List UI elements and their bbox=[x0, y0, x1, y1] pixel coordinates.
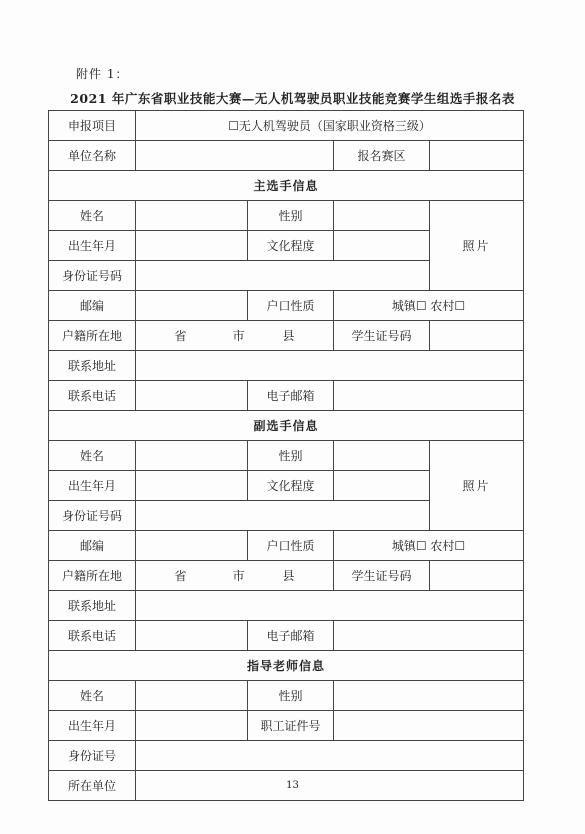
main-postcode-field[interactable] bbox=[136, 291, 248, 321]
main-row-phone bbox=[49, 381, 524, 411]
city-text: 市 bbox=[232, 329, 245, 343]
main-hukou-type-options[interactable]: 城镇☐ 农村☐ bbox=[334, 291, 524, 321]
main-name-field[interactable] bbox=[136, 201, 248, 231]
apply-item-row bbox=[49, 111, 524, 141]
unit-row bbox=[49, 141, 524, 171]
main-student-no-label: 学生证号码 bbox=[334, 321, 430, 351]
teacher-row-birth bbox=[49, 711, 524, 741]
main-row-hukou-place bbox=[49, 321, 524, 351]
deputy-gender-label: 性别 bbox=[248, 441, 334, 471]
teacher-id-field[interactable] bbox=[136, 741, 524, 771]
teacher-work-id-label: 职工证件号 bbox=[248, 711, 334, 741]
deputy-gender-field[interactable] bbox=[334, 441, 430, 471]
main-phone-label: 联系电话 bbox=[49, 381, 136, 411]
region-field[interactable] bbox=[430, 141, 524, 171]
deputy-name-label: 姓名 bbox=[49, 441, 136, 471]
deputy-postcode-field[interactable] bbox=[136, 531, 248, 561]
unit-label: 单位名称 bbox=[49, 141, 136, 171]
deputy-email-field[interactable] bbox=[334, 621, 524, 651]
deputy-row-postcode bbox=[49, 531, 524, 561]
main-hukou-place-field[interactable] bbox=[136, 321, 334, 351]
main-phone-field[interactable] bbox=[136, 381, 248, 411]
main-birth-field[interactable] bbox=[136, 231, 248, 261]
teacher-gender-field[interactable] bbox=[334, 681, 524, 711]
deputy-address-field[interactable] bbox=[136, 591, 524, 621]
main-address-label: 联系地址 bbox=[49, 351, 136, 381]
teacher-section-header: 指导老师信息 bbox=[49, 651, 524, 681]
main-row-postcode bbox=[49, 291, 524, 321]
teacher-unit-label: 所在单位 bbox=[49, 771, 136, 801]
main-name-label: 姓名 bbox=[49, 201, 136, 231]
city-text: 市 bbox=[232, 569, 245, 583]
apply-item-checkbox[interactable]: ☐无人机驾驶员（国家职业资格三级） bbox=[136, 111, 524, 141]
deputy-education-label: 文化程度 bbox=[248, 471, 334, 501]
main-id-label: 身份证号码 bbox=[49, 261, 136, 291]
deputy-phone-label: 联系电话 bbox=[49, 621, 136, 651]
main-hukou-type-label: 户口性质 bbox=[248, 291, 334, 321]
county-text: 县 bbox=[282, 569, 295, 583]
main-postcode-label: 邮编 bbox=[49, 291, 136, 321]
deputy-birth-field[interactable] bbox=[136, 471, 248, 501]
deputy-postcode-label: 邮编 bbox=[49, 531, 136, 561]
main-photo-box[interactable]: 照片 bbox=[430, 201, 524, 291]
page-number: 13 bbox=[286, 780, 299, 791]
deputy-row-phone bbox=[49, 621, 524, 651]
teacher-gender-label: 性别 bbox=[248, 681, 334, 711]
region-label: 报名赛区 bbox=[334, 141, 430, 171]
deputy-address-label: 联系地址 bbox=[49, 591, 136, 621]
deputy-id-label: 身份证号码 bbox=[49, 501, 136, 531]
teacher-row-id bbox=[49, 741, 524, 771]
apply-item-label: 申报项目 bbox=[49, 111, 136, 141]
deputy-id-field[interactable] bbox=[136, 501, 430, 531]
province-text: 省 bbox=[174, 569, 187, 583]
main-section-header: 主选手信息 bbox=[49, 171, 524, 201]
main-student-no-field[interactable] bbox=[430, 321, 524, 351]
main-address-field[interactable] bbox=[136, 351, 524, 381]
teacher-row-name bbox=[49, 681, 524, 711]
main-id-field[interactable] bbox=[136, 261, 430, 291]
deputy-row-name bbox=[49, 441, 524, 471]
unit-field[interactable] bbox=[136, 141, 334, 171]
province-text: 省 bbox=[174, 329, 187, 343]
deputy-student-no-label: 学生证号码 bbox=[334, 561, 430, 591]
teacher-id-label: 身份证号 bbox=[49, 741, 136, 771]
deputy-hukou-place-label: 户籍所在地 bbox=[49, 561, 136, 591]
attachment-label: 附件 1： bbox=[76, 67, 129, 81]
deputy-student-no-field[interactable] bbox=[430, 561, 524, 591]
deputy-education-field[interactable] bbox=[334, 471, 430, 501]
teacher-birth-field[interactable] bbox=[136, 711, 248, 741]
main-hukou-place-label: 户籍所在地 bbox=[49, 321, 136, 351]
main-email-field[interactable] bbox=[334, 381, 524, 411]
main-row-address bbox=[49, 351, 524, 381]
deputy-hukou-place-field[interactable] bbox=[136, 561, 334, 591]
teacher-name-label: 姓名 bbox=[49, 681, 136, 711]
deputy-phone-field[interactable] bbox=[136, 621, 248, 651]
main-gender-field[interactable] bbox=[334, 201, 430, 231]
deputy-row-address bbox=[49, 591, 524, 621]
registration-form-table bbox=[48, 110, 524, 801]
deputy-email-label: 电子邮箱 bbox=[248, 621, 334, 651]
deputy-name-field[interactable] bbox=[136, 441, 248, 471]
teacher-work-id-field[interactable] bbox=[334, 711, 524, 741]
main-email-label: 电子邮箱 bbox=[248, 381, 334, 411]
main-education-field[interactable] bbox=[334, 231, 430, 261]
teacher-birth-label: 出生年月 bbox=[49, 711, 136, 741]
form-title: 2021 年广东省职业技能大赛—无人机驾驶员职业技能竞赛学生组选手报名表 bbox=[70, 91, 515, 106]
deputy-photo-box[interactable]: 照片 bbox=[430, 441, 524, 531]
teacher-name-field[interactable] bbox=[136, 681, 248, 711]
deputy-row-hukou-place bbox=[49, 561, 524, 591]
main-education-label: 文化程度 bbox=[248, 231, 334, 261]
deputy-hukou-type-label: 户口性质 bbox=[248, 531, 334, 561]
deputy-hukou-type-options[interactable]: 城镇☐ 农村☐ bbox=[334, 531, 524, 561]
deputy-birth-label: 出生年月 bbox=[49, 471, 136, 501]
main-gender-label: 性别 bbox=[248, 201, 334, 231]
main-row-name bbox=[49, 201, 524, 231]
deputy-section-header: 副选手信息 bbox=[49, 411, 524, 441]
county-text: 县 bbox=[282, 329, 295, 343]
main-birth-label: 出生年月 bbox=[49, 231, 136, 261]
